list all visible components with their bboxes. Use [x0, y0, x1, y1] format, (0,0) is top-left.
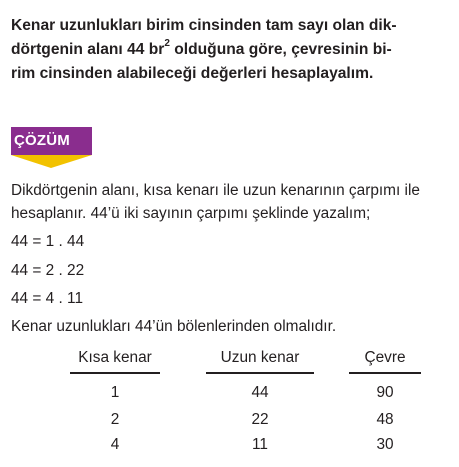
table-cell: 44 [251, 384, 269, 401]
divisor-note: Kenar uzunlukları 44’ün bölenlerinden olmalıdır. [11, 318, 337, 335]
problem-statement [11, 14, 451, 86]
problem-line-3: rim cinsinden alabileceği değerleri hesaplayalım. [11, 65, 374, 82]
table-cell: 11 [252, 436, 268, 453]
header-underline-long [206, 372, 314, 374]
table-cell: 4 [110, 436, 120, 453]
table-cell: 90 [376, 384, 394, 401]
header-long-side: Uzun kenar [220, 349, 300, 366]
header-underline-short [70, 372, 160, 374]
problem-line-2-suffix: olduğuna göre, çevresinin bi- [169, 41, 392, 58]
equation-3: 44 = 4 . 11 [11, 290, 84, 307]
table-cell: 30 [376, 436, 394, 453]
table-cell: 22 [251, 411, 269, 428]
problem-line-1: Kenar uzunlukları birim cinsinden tam sayı olan dik- [11, 17, 397, 34]
problem-line-2-prefix: dörtgenin alanı 44 br [11, 41, 165, 58]
header-underline-perimeter [349, 372, 421, 374]
cozum-badge [11, 127, 92, 169]
cozum-label: ÇÖZÜM [14, 132, 70, 149]
table-cell: 48 [376, 411, 394, 428]
equation-1: 44 = 1 . 44 [11, 233, 85, 250]
table-cell: 1 [110, 384, 120, 401]
solution-paragraph: Dikdörtgenin alanı, kısa kenarı ile uzun kenarının çarpımı ile hesaplanır. 44’ü iki sayının çarpımı şeklinde yazalım; [11, 182, 420, 222]
table-cell: 2 [110, 411, 120, 428]
header-short-side: Kısa kenar [78, 349, 152, 366]
header-perimeter: Çevre [364, 349, 406, 366]
equation-2: 44 = 2 . 22 [11, 262, 85, 279]
area-unit-exponent: 2 [164, 37, 170, 49]
